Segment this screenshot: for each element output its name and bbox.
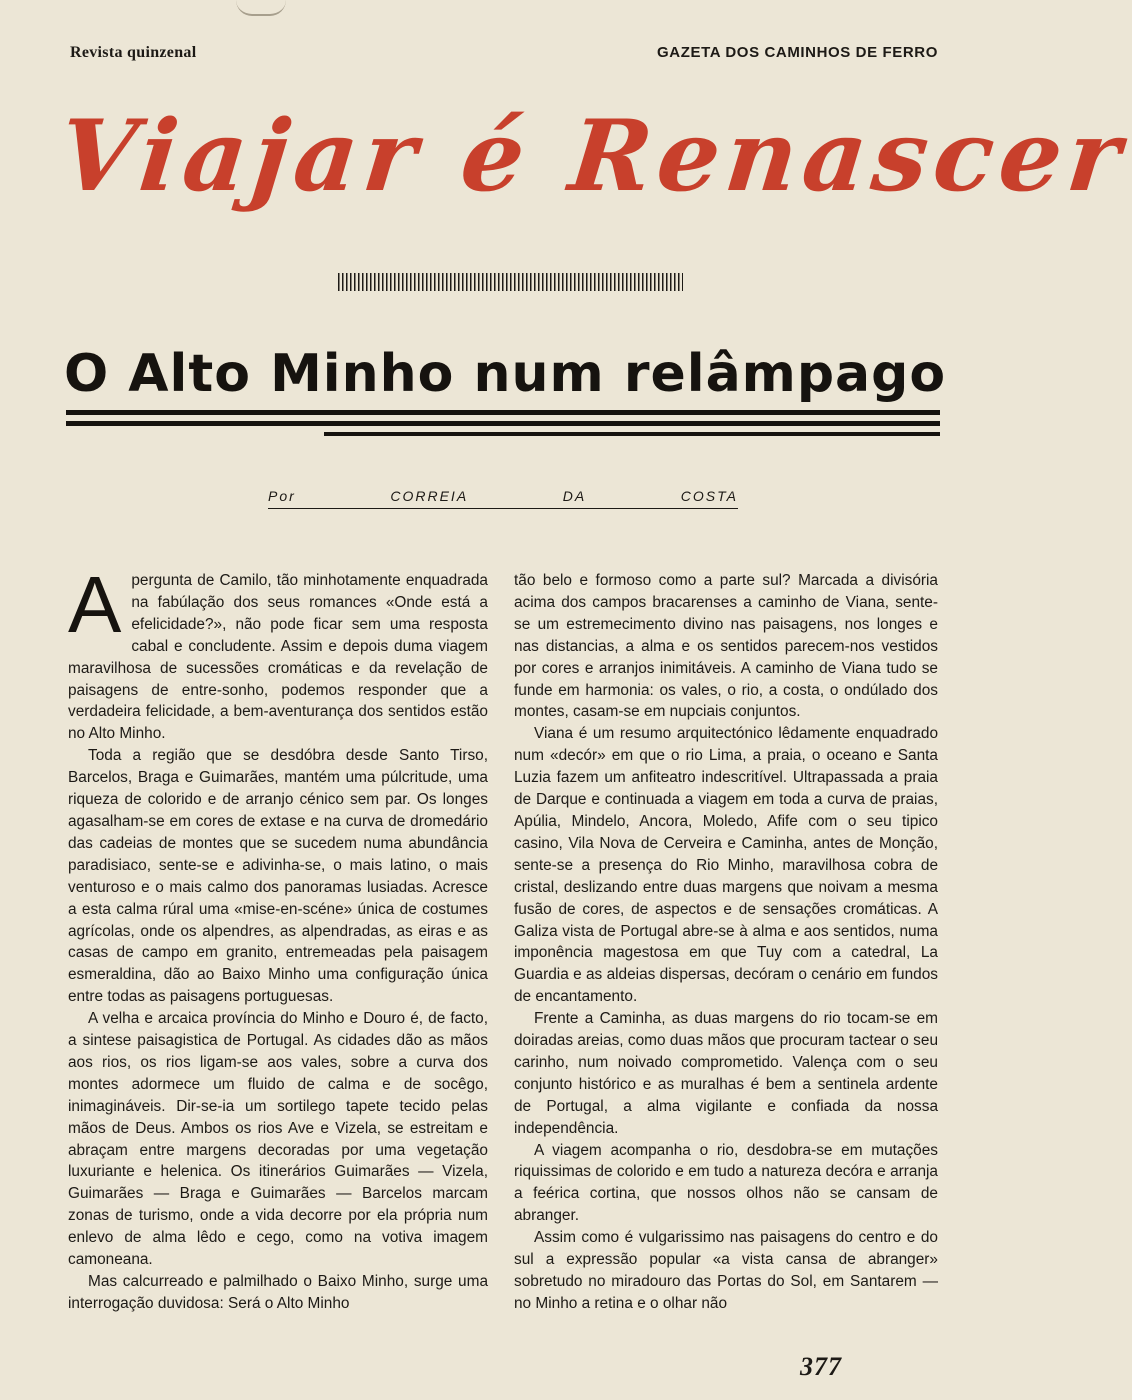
byline-name-3: COSTA (680, 488, 738, 504)
rule-line (66, 410, 940, 415)
column-right (514, 570, 938, 1315)
byline (268, 488, 738, 504)
byline-name-2: DA (562, 488, 587, 504)
paragraph (68, 560, 488, 745)
page-number: 377 (800, 1352, 842, 1381)
column-left (68, 560, 488, 1315)
header-right: GAZETA DOS CAMINHOS DE FERRO (657, 44, 938, 61)
rule-line (324, 432, 940, 436)
paragraph: Viana é um resumo arquitectónico lêdamente enquadrado num «decór» em que o rio Lima, a praia, o oceano e Santa Luzia fazem um anfiteatro indescritível. Ultrapassada a praia de Darque e continuada a viagem em toda a curva de praias, Apúlia, Mindelo, Ancora, Moledo, Afife com o seu tipico casino, Vila Nova de Cerveira e Caminha, antes de Monção, sente-se a presença do Rio Minho, maravilhosa cobra de cristal, deslizando entre duas margens que noivam a mesma fusão de cores, de aspectos e de sensações cromáticas. A Galiza vista de Portugal abre-se à alma e aos sentidos, numa imponência magestosa em que Tuy com a catedral, La Guardia e as aldeias dispersas, decóram o cenário em fundos de encantamento. (514, 725, 938, 1006)
article-subtitle: O Alto Minho num relâmpago (64, 344, 947, 404)
paragraph-text: pergunta de Camilo, tão minhotamente enquadrada na fabúlação dos seus romances «Onde está a efelicidade?», não pode ficar sem uma resposta cabal e concludente. Assim e depois duma viagem maravilhosa de sucessões cromáticas e da revelação de paisagens de entre-sonho, podemos responder que a verdadeira felicidade, a bem-aventurança dos sentidos estão no Alto Minho. (68, 572, 488, 743)
paragraph: Toda a região que se desdóbra desde Santo Tirso, Barcelos, Braga e Guimarães, mantém uma púlcritude, uma riqueza de colorido e de arranjo cénico sem par. Os longes agasalham-se em cores de extase e na curva de dromedário das cadeias de montes que se sucedem numa abundância paradisiaco, sente-se e adivinha-se, o mais latino, o mais venturoso e o mais calmo dos panoramas lusiadas. Acresce a esta calma rúral uma «mise-en-scéne» única de costumes agrícolas, onde os alpendres, as alpendradas, as eiras e as casas de campo em granito, entremeadas pela paisagem esmeraldina, dão ao Baixo Minho uma configuração única entre todas as paisagens portuguesas. (68, 747, 488, 1006)
byline-name-1: CORREIA (390, 488, 469, 504)
paragraph: Frente a Caminha, as duas margens do rio tocam-se em doiradas areias, como duas mãos que procuram tactear o seu carinho, num noivado comprometido. Valença com o seu conjunto histórico e as muralhas é bem a sentinela ardente de Portugal, a alma vigilante e confiada da nossa independência. (514, 1010, 938, 1137)
paragraph: Mas calcurreado e palmilhado o Baixo Minho, surge uma interrogação duvidosa: Será o Alto Minho (68, 1273, 488, 1312)
header-left: Revista quinzenal (70, 44, 197, 61)
byline-rule (268, 508, 738, 509)
scan-mark (236, 0, 286, 16)
rule-line (66, 421, 940, 426)
paragraph: A viagem acompanha o rio, desdobra-se em mutações riquissimas de colorido e em tudo a natureza decóra e arranja a feérica cortina, que nossos olhos não se cansam de abranger. (514, 1141, 938, 1225)
byline-por: Por (268, 488, 296, 504)
subtitle-rules (66, 410, 940, 442)
drop-cap: A (68, 560, 122, 649)
hatched-divider (338, 273, 683, 291)
paragraph: Assim como é vulgarissimo nas paisagens do centro e do sul a expressão popular «a vista cansa de abranger» sobretudo no miradouro das Portas do Sol, em Santarem — no Minho a retina e o olhar não (514, 1229, 938, 1312)
article-title: Viajar é Renascer (54, 99, 1132, 214)
paragraph: A velha e arcaica província do Minho e Douro é, de facto, a sintese paisagistica de Portugal. As cidades dão as mãos aos rios, os rios ligam-se aos vales, sobre a curva dos montes adormece um fluido de calma e de socêgo, inimagináveis. Dir-se-ia um sortilego tapete tecido pelas mãos de Deus. Ambos os rios Ave e Vizela, se estreitam e abraçam entre margens decoradas por uma vegetação luxuriante e helenica. Os itinerários Guimarães — Vizela, Guimarães — Braga e Guimarães — Barcelos marcam zonas de turismo, onde a vida decorre por ela própria num enlevo de alma lêdo e cego, como na votiva imagem camoneana. (68, 1010, 488, 1269)
paragraph: tão belo e formoso como a parte sul? Marcada a divisória acima dos campos bracarenses a caminho de Viana, sente-se um estremecimento divino nas paisagens, nos longes e nas distancias, a alma e os sentidos parecem-nos vestidos por cores e arranjos inimitáveis. A caminho de Viana tudo se funde em harmonia: os vales, o rio, a costa, o ondúlado dos montes, casam-se em nupciais conjuntos. (514, 572, 938, 721)
